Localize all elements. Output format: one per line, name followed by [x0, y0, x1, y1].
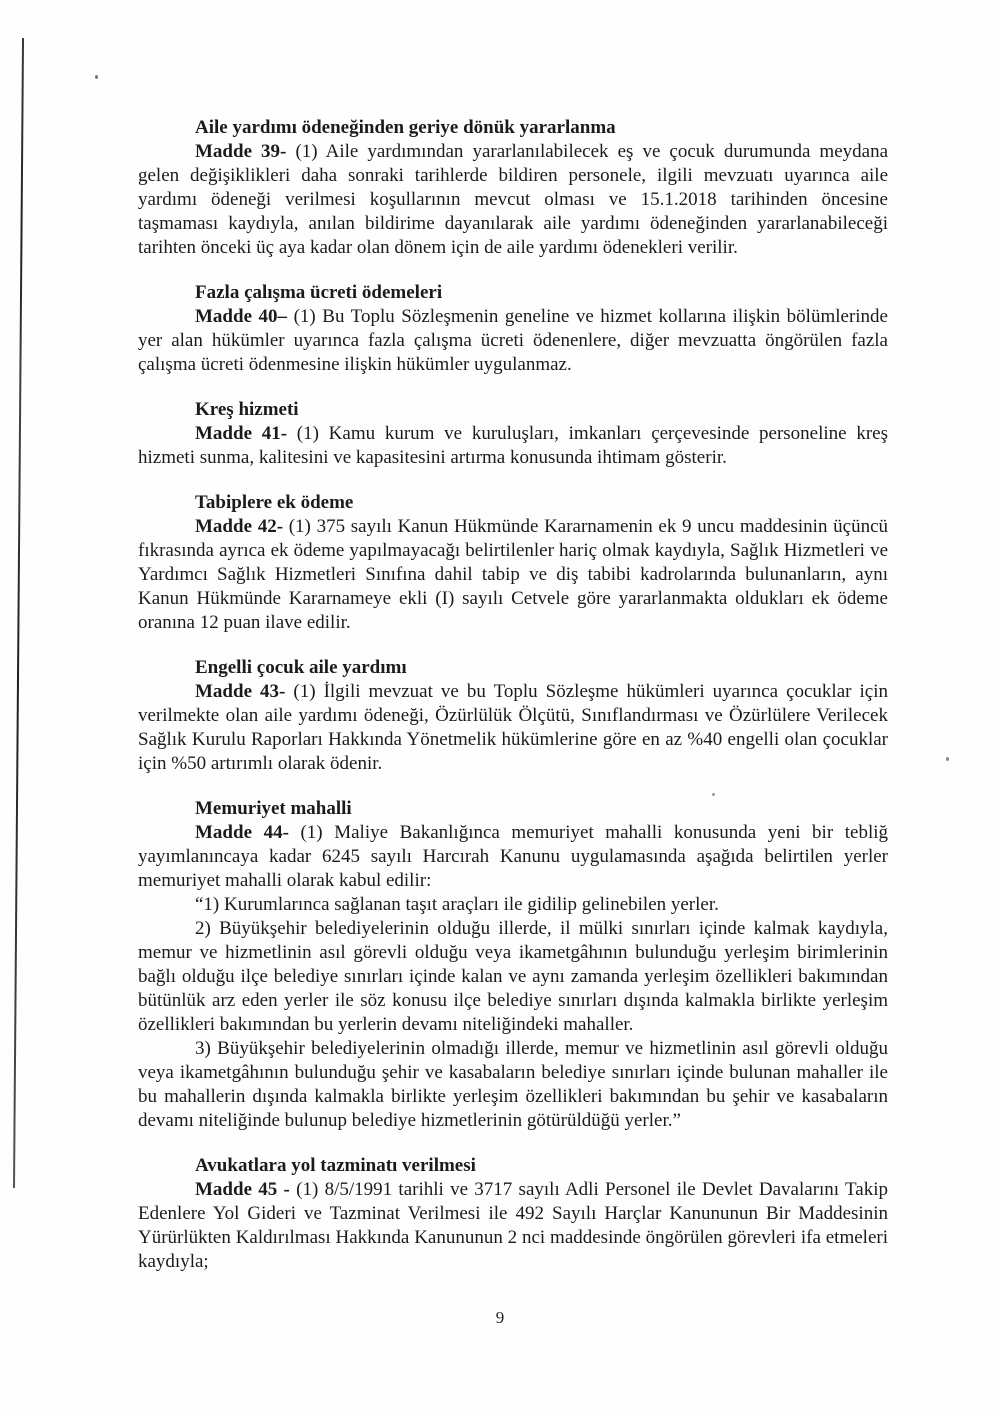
article-text: “1) Kurumlarınca sağlanan taşıt araçları ile gidilip gelinebilen yerler.: [195, 894, 719, 915]
article-clause-1: [138, 893, 888, 917]
section-avukatlara-yol-tazminati: [138, 1154, 888, 1274]
document-body: [138, 116, 888, 1274]
article-text: (1) Aile yardımından yararlanılabilecek eş ve çocuk durumunda meydana gelen değişiklikleri daha sonraki tarihlerde bildiren personele, ilgili mevzuatı uyarınca aile yardımı ödeneği verilmesi koşullarının mevcut olması ve 15.1.2018 tarihinden öncesine taşmaması kaydıyla, anılan bildirime dayanılarak aile yardımı ödeneğinden yararlanabileceği tarihten önceki üç aya kadar olan dönem için de aile yardımı ödenekleri verilir.: [138, 141, 889, 258]
article-paragraph: [138, 1178, 888, 1274]
section-heading: Engelli çocuk aile yardımı: [195, 657, 407, 678]
article-number: Madde 44-: [195, 822, 289, 843]
article-paragraph: [138, 422, 888, 470]
article-paragraph: [138, 305, 888, 377]
section-aile-yardimi-geriye-donuk: [138, 116, 888, 260]
scan-speck: [946, 757, 949, 761]
section-memuriyet-mahalli: [138, 797, 888, 1133]
article-number: Madde 41-: [195, 423, 288, 444]
section-heading: Tabiplere ek ödeme: [195, 492, 354, 513]
article-text: (1) Maliye Bakanlığınca memuriyet mahalli konusunda yeni bir tebliğ yayımlanıncaya kadar 6245 sayılı Harcırah Kanunu uygulamasında aşağıda belirtilen yerler memuriyet mahalli olarak kabul edilir:: [138, 822, 888, 891]
article-text: (1) İlgili mevzuat ve bu Toplu Sözleşme hükümleri uyarınca çocuklar için verilmekte olan aile yardımı ödeneği, Özürlülük Ölçütü, Sınıflandırması ve Özürlülere Verilecek Sağlık Kurulu Raporları Hakkında Yönetmelik hükümlerine göre en az %40 engelli olan çocuklar için %50 artırımlı olarak ödenir.: [138, 681, 888, 774]
article-paragraph: [138, 821, 888, 893]
article-number: Madde 39-: [195, 141, 287, 162]
section-heading: Kreş hizmeti: [195, 399, 299, 420]
article-text: (1) Kamu kurum ve kuruluşları, imkanları çerçevesinde personeline kreş hizmeti sunma, kalitesini ve kapasitesini artırma konusunda ihtimam gösterir.: [138, 423, 888, 468]
article-number: Madde 40–: [195, 306, 288, 327]
scan-artifact-line: [13, 38, 24, 1188]
article-paragraph: [138, 515, 888, 635]
article-clause-2: [138, 917, 888, 1037]
article-text: (1) 375 sayılı Kanun Hükmünde Kararnamenin ek 9 uncu maddesinin üçüncü fıkrasında ayrıca ek ödeme yapılmayacağı belirtilenler hariç olmak kaydıyla, Sağlık Hizmetleri ve Yardımcı Sağlık Hizmetleri Sınıfına dahil tabip ve diş tabibi kadrolarında bulunanların, aynı Kanun Hükmünde Kararnameye ekli (I) sayılı Cetvele göre yararlanmakta oldukları ek ödeme oranına 12 puan ilave edilir.: [138, 516, 889, 633]
section-fazla-calisma-ucreti: [138, 281, 888, 377]
section-heading: Fazla çalışma ücreti ödemeleri: [195, 282, 443, 303]
article-number: Madde 45 -: [195, 1179, 290, 1200]
article-number: Madde 43-: [195, 681, 286, 702]
section-kres-hizmeti: [138, 398, 888, 470]
article-paragraph: [138, 680, 888, 776]
section-engelli-cocuk-aile-yardimi: [138, 656, 888, 776]
article-text: 2) Büyükşehir belediyelerinin olduğu illerde, il mülki sınırları içinde kalmak kaydıyla, memur ve hizmetlinin asıl görevli olduğu veya ikametgâhının bulunduğu yerleşim birimlerinin bağlı olduğu ilçe belediye sınırları içinde kalan ve aynı zamanda yerleşim özellikleri bakımından bütünlük arz eden yerler ile söz konusu ilçe belediye sınırları dışında kalmakla birlikte yerleşim özellikleri bakımından bu yerlerin devamı niteliğindeki mahaller.: [138, 918, 888, 1035]
section-heading: Avukatlara yol tazminatı verilmesi: [195, 1155, 476, 1176]
section-heading: Aile yardımı ödeneğinden geriye dönük yararlanma: [195, 117, 616, 138]
article-clause-3: [138, 1037, 888, 1133]
scan-speck: [95, 75, 98, 79]
section-heading: Memuriyet mahalli: [195, 798, 352, 819]
article-number: Madde 42-: [195, 516, 284, 537]
section-tabiplere-ek-odeme: [138, 491, 888, 635]
article-text: (1) Bu Toplu Sözleşmenin geneline ve hizmet kollarına ilişkin bölümlerinde yer alan hükümler uyarınca fazla çalışma ücreti ödenenlere, diğer mevzuatta öngörülen fazla çalışma ücreti ödenmesine ilişkin hükümler uygulanmaz.: [138, 306, 888, 375]
article-paragraph: [138, 140, 888, 260]
article-text: 3) Büyükşehir belediyelerinin olmadığı illerde, memur ve hizmetlinin asıl görevli olduğu veya ikametgâhının bulunduğu şehir ve kasabaların belediye sınırları içinde bulunan mahaller ile bu mahallerin dışında kalmakla birlikte yerleşim özellikleri bakımından bu şehir ve kasabaların devamı niteliğinde bulunup belediye hizmetlerinin götürüldüğü yerler.”: [138, 1038, 888, 1131]
page-number: 9: [495, 1308, 505, 1327]
article-text: (1) 8/5/1991 tarihli ve 3717 sayılı Adli Personel ile Devlet Davalarını Takip Edenlere Yol Gideri ve Tazminat Verilmesi ile 492 Sayılı Harçlar Kanununun Bir Maddesinin Yürürlükten Kaldırılması Hakkında Kanununun 2 nci maddesinde öngörülen görevleri ifa etmeleri kaydıyla;: [138, 1179, 889, 1272]
